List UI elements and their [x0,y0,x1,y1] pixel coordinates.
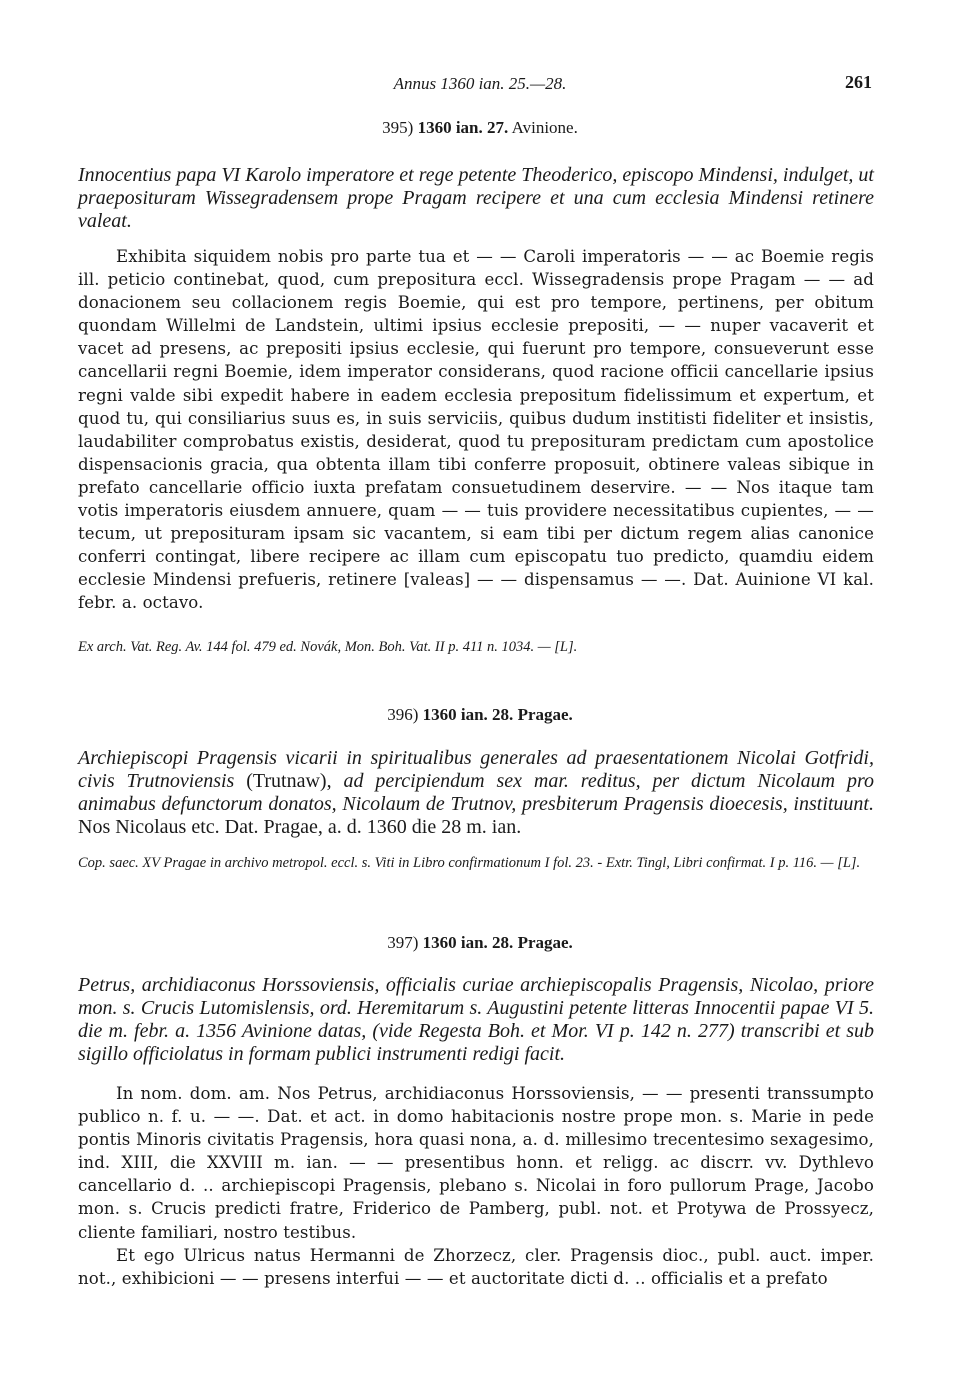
entry-number: 397) [387,933,419,952]
entry-date: 1360 ian. 27. [417,118,509,137]
entry-date: 1360 ian. 28. [422,933,514,952]
regest-place-name: (Trutnaw), [246,770,332,792]
entry-heading-395 [0,118,960,138]
entry-number: 395) [382,118,414,137]
entry-text-paragraph: Exhibita siquidem nobis pro parte tua et — — Caroli imperatoris — — ac Boemie regis ill. peticio continebat, quod, cum prepositura eccl. Wissegradensis prope Pragam — — ad donacionem seu collacionem regis Boemie, qui est pro tempore, pertinens, per obitum quondam Willelmi de Landstein, ultimi ipsius ecclesie prepositi, — — nuper vacaverit et vacet ad presens, ac prepositi ipsius ecclesie, qui fuerunt pro tempore, consueverunt esse cancellarii regni Boemie, idem imperator considerans, quod racione officii cancellarie ipsius regni valde sibi expedit habere in eadem ecclesia prepositum fidelissimum et expertum, et quod tu, qui consiliarius suus es, in suis serviciis, quibus dudum institisti fideliter et insistis, laudabiliter comprobatus existis, desiderat, quod tu preposituram predictam cum apostolice dispensacionis gracia, qua obtenta illam tibi conferre proposuit, obtinere valeas sibique in prefato cancellarie officio iuxta prefatam consuetudinem deservire. — — Nos itaque tam votis imperatoris eiusdem annuere, quam — — tuis providere necessitatibus cupientes, — — tecum, ut preposituram ipsam sic vacantem, si eam tibi per dictum regem alias canonice conferri contingat, libere recipere ac illam cum episcopatu tuo predicto, quamdiu eidem ecclesie Mindensi prefueris, retinere [valeas] — — dispensamus — —. Dat. Auinione VI kal. febr. a. octavo. [78,247,874,613]
regest-text-excerpt: Nos Nicolaus etc. Dat. Pragae, a. d. 1360 die 28 m. ian. [78,816,522,838]
entry-text-397 [78,1082,874,1290]
entry-place: Pragae. [517,705,573,724]
entry-source-396: Cop. saec. XV Pragae in archivo metropol. eccl. s. Viti in Libro confirmationum I fol. 23. - Extr. Tingl, Libri confirmat. I p. 116. — [L]. [78,855,861,871]
regest-part: ad percipiendum sex mar. reditus, per dictum Nicolaum pro animabus defunctorum donatos, Nicolaum de Trutnov, presbiterum Pragensis dioecesis, instituunt. [78,770,875,815]
entry-date: 1360 ian. 28. [422,705,514,724]
entry-place: Pragae. [517,933,573,952]
entry-place: Avinione. [511,118,578,137]
entry-number: 396) [387,705,419,724]
entry-text-paragraph: Et ego Ulricus natus Hermanni de Zhorzecz, cler. Pragensis dioc., publ. auct. imper. not., exhibicioni — — presens interfui — — et auctoritate dicti d. .. officialis et a prefato [78,1245,874,1288]
regest-part: Archiepiscopi Pragensis vicarii in spiritualibus generales ad praesentationem Nicolai Gotfridi, civis Trutnoviensis [78,747,874,792]
entry-heading-397 [0,933,960,953]
running-title: Annus 1360 ian. 25.—28. [393,74,567,93]
entry-regest-397: Petrus, archidiaconus Horssoviensis, officialis curiae archiepiscopalis Pragensis, Nicolao, priore mon. s. Crucis Lutomislensis, ord. Heremitarum s. Augustini petente litteras Innocentii papae VI 5. die m. febr. a. 1356 Avinione datas, (vide Regesta Boh. et Mor. VI p. 142 n. 277) transcribi et sub sigillo officiolatus in formam publici instrumenti redigi facit. [78,974,874,1065]
entry-regest-395: Innocentius papa VI Karolo imperatore et rege petente Theoderico, episcopo Mindensi, indulget, ut praeposituram Wissegradensem prope Pragam recipere et una cum ecclesia Mindensi retinere valeat. [78,164,874,232]
entry-regest-396 [78,747,874,839]
page-number: 261 [845,72,872,92]
entry-source-395: Ex arch. Vat. Reg. Av. 144 fol. 479 ed. Novák, Mon. Boh. Vat. II p. 411 n. 1034. — [L]. [78,639,578,655]
entry-heading-396 [0,705,960,725]
entry-text-395 [78,245,874,615]
entry-text-paragraph: In nom. dom. am. Nos Petrus, archidiaconus Horssoviensis, — — presenti transsumpto publico n. f. u. — —. Dat. et act. in domo habitacionis nostre prope mon. s. Marie in pede pontis Minoris civitatis Pragensis, hora quasi nona, a. d. millesimo trecentesimo sexagesimo, ind. XIII, die XXVIII m. ian. — — presentibus honn. et religg. ac discrr. vv. Dythlevo cancellario d. .. archiepiscopi Pragensis, plebano s. Nicolai in foro pullorum Prage, Jacobo mon. s. Crucis predicti fratre, Friderico de Pamberg, publ. not. et Protywa de Prossyecz, cliente familiari, nostro testibus. [78,1084,874,1242]
